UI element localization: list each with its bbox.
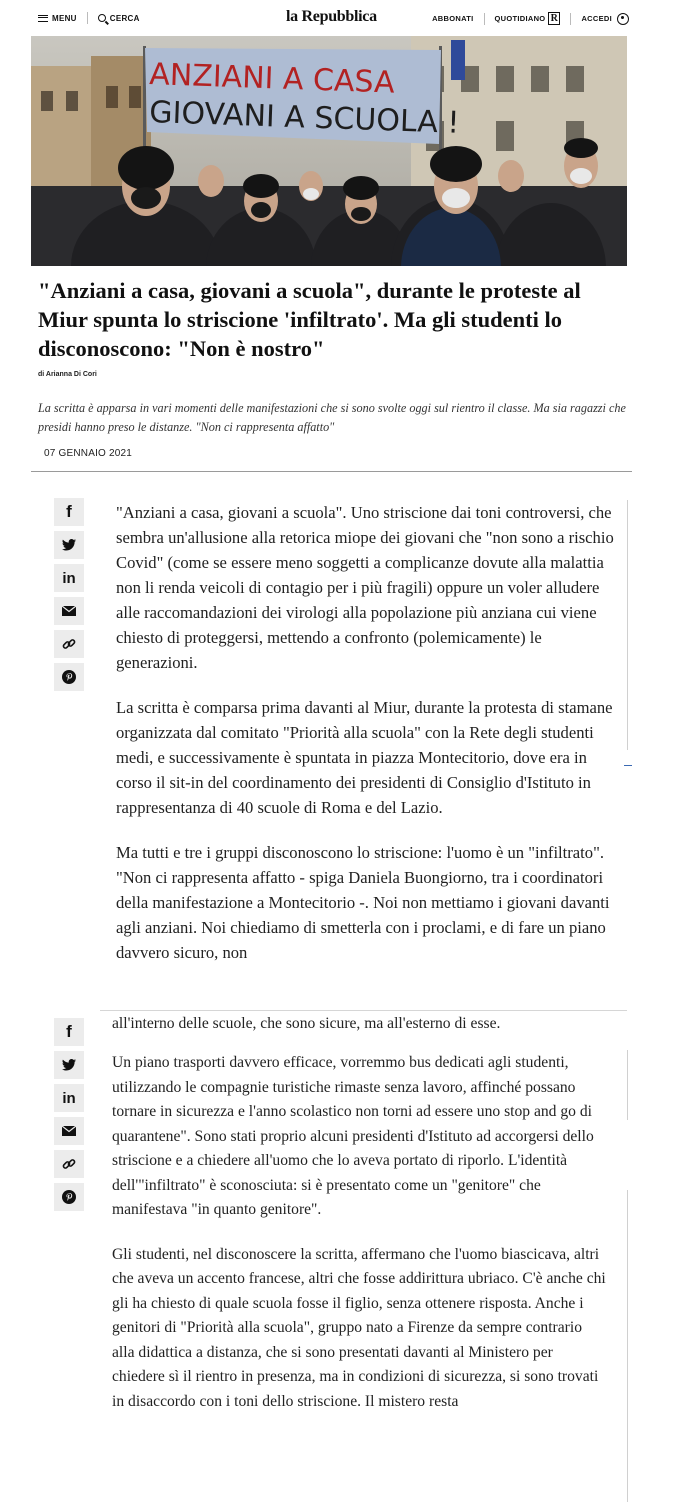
header-right (432, 12, 629, 25)
site-header (0, 0, 691, 36)
share-linkedin-button[interactable] (54, 1084, 84, 1112)
user-icon[interactable] (617, 13, 629, 25)
link-icon (62, 1157, 76, 1171)
linkedin-icon: in (62, 1089, 76, 1107)
share-linkedin-button[interactable] (54, 564, 84, 592)
share-bar-bottom (54, 1018, 84, 1216)
paragraph: La scritta è comparsa prima davanti al Miur, durante la protesta di stamane organizzata dal comitato "Priorità alla scuola" con la Rete degli studenti medi, e successivamente è spuntata in piazza Montecitorio, dove era in corso il sit-in del coordinamento dei presidenti di Consiglio d'Istituto in rappresentanza di 40 scuole di Roma e del Lazio. (116, 698, 613, 817)
pinterest-icon (62, 1190, 76, 1204)
paragraph: Un piano trasporti davvero efficace, vorremmo bus dedicati agli studenti, utilizzando le compagnie turistiche rimaste senza lavoro, affinché possano tornare in sicurezza e l'anno scolastico non torni ad essere uno stop and go di quarantene". Sono stati proprio alcuni presidenti d'Istituto ad accorgersi dello striscione e a chiedere all'uomo che lo aveva portato di riporlo. L'identità dell'"infiltrato" è sconosciuta: si è presentato come un "genitore" che manifestava "in quanto genitore". (112, 1054, 594, 1218)
hero-image (31, 36, 627, 266)
scroll-track (627, 500, 628, 750)
continued-line: all'interno delle scuole, che sono sicure, ma all'esterno di esse. (112, 1015, 501, 1032)
email-icon (62, 606, 76, 616)
paragraph: Gli studenti, nel disconoscere la scritta, affermano che l'uomo biascicava, altri che aveva un accento francese, altri che fosse addirittura ubriaco. C'è anche chi gli ha chiesto di quale scuola fosse il figlio, senza ottenere risposta. Anche i genitori di "Priorità alla scuola", gruppo nato a Firenze da sempre contrario alla didattica a distanza, che si sono presentati davanti al Ministero per chiedere sì il rientro in presenza, ma in condizioni di sicurezza, si sono trovati in disaccordo con i toni dello striscione. Il mistero resta (112, 1245, 606, 1410)
site-logo[interactable]: la Repubblica (286, 8, 377, 25)
article-body-top (116, 500, 621, 985)
hamburger-menu-icon[interactable] (38, 15, 48, 22)
divider (484, 13, 485, 25)
twitter-icon (62, 1059, 76, 1071)
article-byline[interactable]: di Arianna Di Cori (38, 371, 97, 378)
share-facebook-button[interactable] (54, 1018, 84, 1046)
article-summary: La scritta è apparsa in vari momenti delle manifestazioni che si sono svolte oggi sul rientro il classe. Ma sia ragazzi che presidi hanno preso le distanze. "Non ci rappresenta affatto" (38, 401, 626, 434)
share-twitter-button[interactable] (54, 1051, 84, 1079)
share-facebook-button[interactable] (54, 498, 84, 526)
search-icon[interactable] (98, 14, 106, 22)
article-date: 07 GENNAIO 2021 (44, 448, 133, 459)
daily-link[interactable]: QUOTIDIANO (494, 14, 546, 23)
facebook-icon: f (66, 502, 72, 521)
search-button[interactable]: CERCA (109, 13, 140, 23)
email-icon (62, 1126, 76, 1136)
paragraph: Ma tutti e tre i gruppi disconoscono lo striscione: l'uomo è un "infiltrato". "Non ci rappresenta affatto - spiga Daniela Buongiorno, tra i coordinatori della manifestazione a Montecitorio -. Noi non mettiamo i giovani davanti agli anziani. Noi chiediamo di smetterla con i proclami, e di fare un piano davvero sicuro, non (116, 843, 610, 962)
divider (87, 12, 88, 24)
share-email-button[interactable] (54, 1117, 84, 1145)
share-link-button[interactable] (54, 1150, 84, 1178)
login-link[interactable]: ACCEDI (581, 14, 612, 23)
share-pinterest-button[interactable] (54, 663, 84, 691)
share-link-button[interactable] (54, 630, 84, 658)
divider (570, 13, 571, 25)
divider (31, 471, 632, 472)
pinterest-icon (62, 670, 76, 684)
daily-badge-icon[interactable]: R (548, 12, 560, 25)
share-twitter-button[interactable] (54, 531, 84, 559)
twitter-icon (62, 539, 76, 551)
share-pinterest-button[interactable] (54, 1183, 84, 1211)
share-bar-top (54, 498, 84, 696)
scroll-marker (624, 765, 632, 766)
paragraph: "Anziani a casa, giovani a scuola". Uno striscione dai toni controversi, che sembra un'allusione alla retorica miope dei giovani che "non sono a rischio Covid" (come se essere meno soggetti a complicanze dovute alla malattia non li renda veicoli di contagio per i più fragili) oppure un voler alludere alle raccomandazioni dei virologi alla popolazione più anziana cui viene chiesto di proteggersi, mettendo a confronto (polemicamente) le generazioni. (116, 503, 614, 672)
divider (100, 1010, 627, 1011)
menu-button[interactable]: MENU (52, 13, 77, 23)
banner-text-line1: ANZIANI A CASA (148, 57, 396, 101)
article-headline: "Anziani a casa, giovani a scuola", durante le proteste al Miur spunta lo striscione 'infiltrato'. Ma gli studenti lo disconoscono: "Non è nostro" (38, 278, 581, 361)
scroll-track (627, 1190, 628, 1502)
banner-text-line2: GIOVANI A SCUOLA ! (148, 95, 461, 141)
link-icon (62, 637, 76, 651)
subscribe-link[interactable]: ABBONATI (432, 14, 474, 23)
scroll-track (627, 1050, 628, 1120)
protest-photo (31, 36, 627, 266)
linkedin-icon: in (62, 569, 76, 587)
header-left (38, 12, 140, 24)
share-email-button[interactable] (54, 597, 84, 625)
article-body-bottom (112, 1051, 608, 1434)
facebook-icon: f (66, 1022, 72, 1041)
